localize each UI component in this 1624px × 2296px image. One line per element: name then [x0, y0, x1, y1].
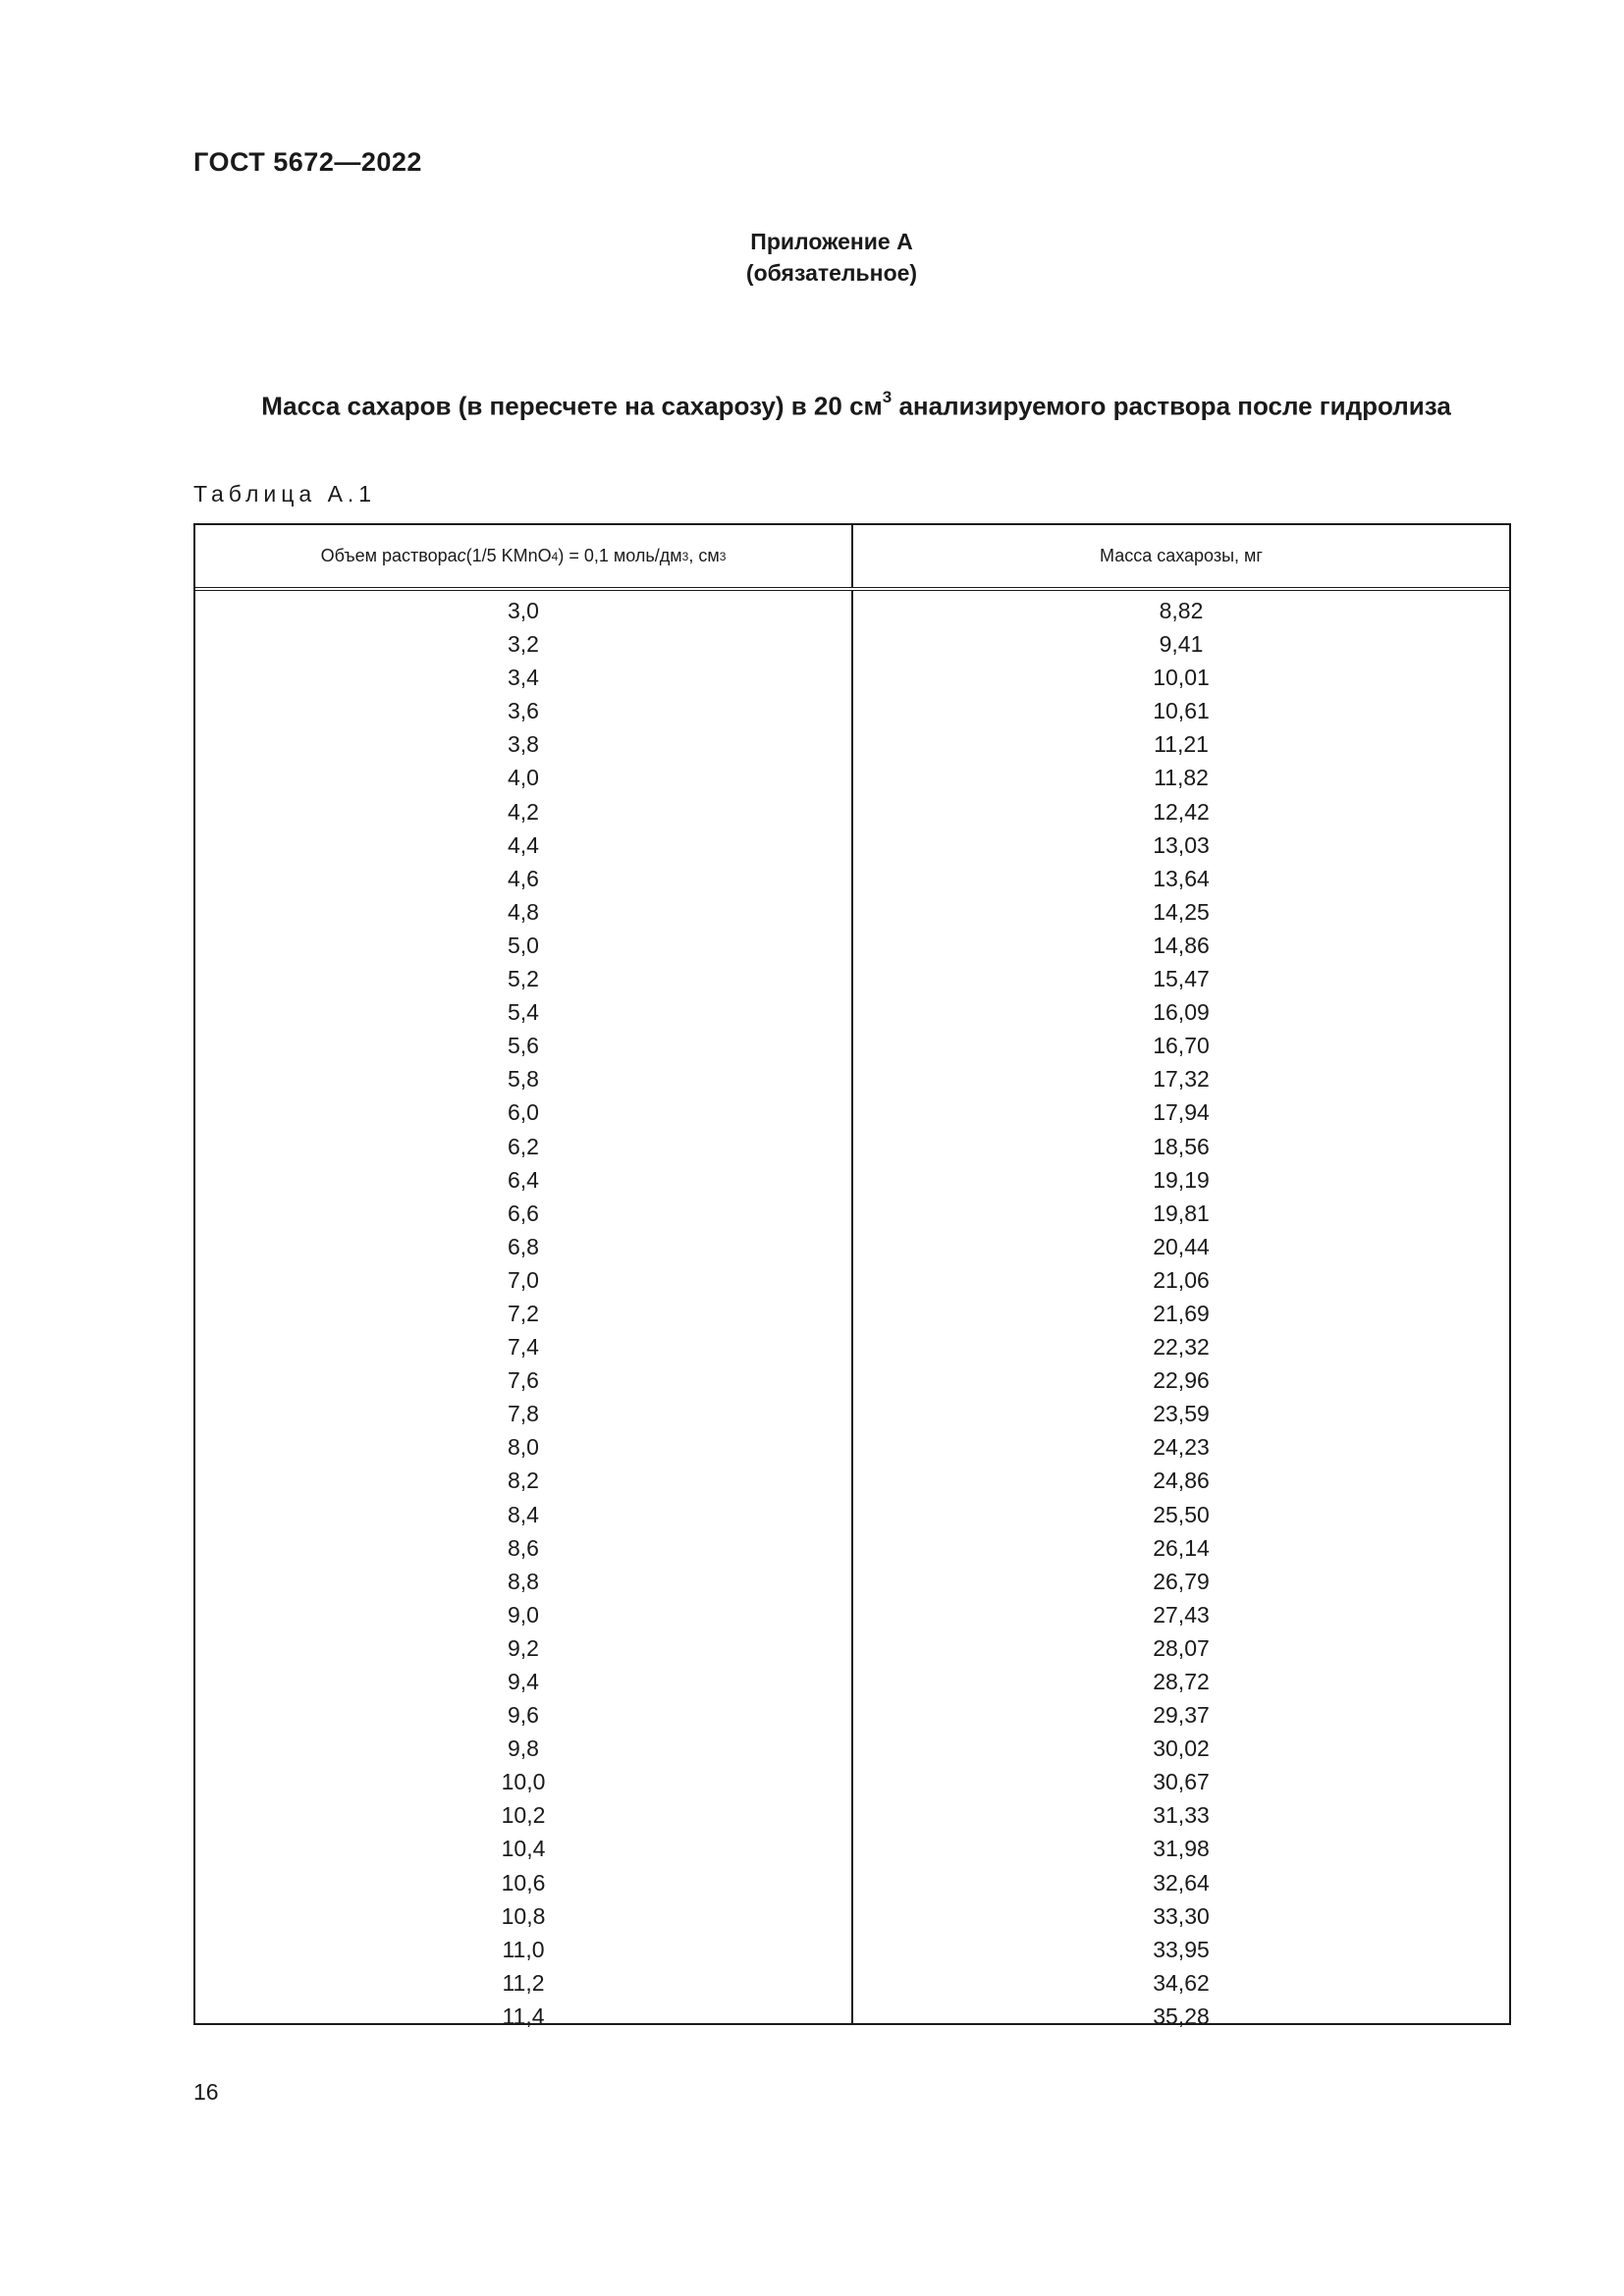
- table-cell-volume: 9,2: [508, 1634, 539, 1661]
- table-cell-volume: 7,8: [508, 1401, 539, 1427]
- table-body: [195, 591, 1509, 2029]
- table-cell-volume: 4,4: [508, 831, 539, 858]
- table-cell-volume: 3,6: [508, 698, 539, 724]
- column-header-mass: Масса сахарозы, мг: [1100, 546, 1263, 565]
- table-cell-volume: 6,4: [508, 1166, 539, 1193]
- appendix-title: Приложение А: [750, 229, 913, 254]
- table-cell-mass: 23,59: [1153, 1401, 1210, 1427]
- document-id: ГОСТ 5672—2022: [193, 147, 422, 177]
- table-cell-volume: 9,8: [508, 1735, 539, 1762]
- table-cell-volume: 4,8: [508, 898, 539, 925]
- table-cell-mass: 35,28: [1153, 2002, 1210, 2029]
- table-cell-volume: 7,0: [508, 1266, 539, 1293]
- table-cell-volume: 4,6: [508, 865, 539, 891]
- table-cell-mass: 24,86: [1153, 1468, 1210, 1494]
- table-cell-mass: 30,67: [1153, 1769, 1210, 1795]
- table-cell-mass: 21,06: [1153, 1266, 1210, 1293]
- table-cell-mass: 30,02: [1153, 1735, 1210, 1762]
- table-cell-mass: 28,72: [1153, 1669, 1210, 1694]
- table-cell-volume: 5,4: [508, 999, 539, 1026]
- appendix-subtitle: (обязательное): [745, 260, 918, 286]
- table-cell-volume: 9,0: [508, 1601, 539, 1628]
- table-cell-mass: 11,82: [1154, 765, 1209, 791]
- table-cell-mass: 14,86: [1153, 932, 1210, 958]
- table-cell-mass: 17,94: [1153, 1099, 1210, 1126]
- table-cell-volume: 6,6: [508, 1200, 539, 1226]
- table-cell-volume: 10,0: [501, 1769, 546, 1795]
- column-header-volume: Объем раствора c (1/5 KMnO 4 ) = 0,1 моль/дм 3 , см 3: [195, 525, 853, 587]
- table-cell-volume: 8,2: [508, 1468, 539, 1494]
- column-mass: [853, 591, 1509, 2029]
- table-cell-volume: 8,8: [508, 1568, 539, 1594]
- table-cell-volume: 5,0: [508, 932, 539, 958]
- table-title: [0, 388, 1624, 422]
- table-cell-mass: 22,96: [1153, 1367, 1210, 1394]
- table-cell-mass: 29,37: [1153, 1702, 1210, 1729]
- table-cell-volume: 11,4: [502, 2002, 545, 2029]
- table-cell-mass: 13,64: [1153, 865, 1210, 891]
- table-label: Таблица А.1: [193, 481, 377, 507]
- table-title-after: анализируемого раствора после гидролиза: [892, 391, 1451, 421]
- table-cell-mass: 17,32: [1153, 1066, 1210, 1093]
- table-cell-volume: 3,2: [508, 631, 539, 658]
- table-cell-volume: 5,2: [508, 966, 539, 992]
- table-cell-volume: 4,2: [508, 798, 539, 825]
- table-cell-mass: 8,82: [1159, 598, 1204, 623]
- table-cell-volume: 8,0: [508, 1434, 539, 1461]
- table-cell-volume: 7,4: [508, 1334, 539, 1361]
- table-cell-volume: 3,4: [508, 665, 539, 691]
- table-cell-volume: 4,0: [508, 765, 539, 791]
- table-cell-mass: 15,47: [1153, 966, 1210, 992]
- page-number: 16: [193, 2079, 219, 2105]
- table-cell-mass: 27,43: [1153, 1601, 1210, 1628]
- table-cell-mass: 31,98: [1153, 1836, 1210, 1862]
- table-cell-volume: 7,6: [508, 1367, 539, 1394]
- table-cell-volume: 10,6: [501, 1869, 546, 1896]
- table-cell-mass: 19,19: [1153, 1166, 1210, 1193]
- table-cell-mass: 20,44: [1153, 1233, 1210, 1259]
- table-cell-mass: 28,07: [1153, 1634, 1210, 1661]
- table-cell-volume: 11,2: [502, 1969, 545, 1996]
- table-title-before: Масса сахаров (в пересчете на сахарозу) в 20 см: [261, 391, 883, 421]
- table-cell-mass: 26,79: [1153, 1568, 1210, 1594]
- table-cell-volume: 5,6: [508, 1033, 539, 1059]
- table-cell-mass: 16,09: [1153, 999, 1210, 1026]
- table-cell-mass: 26,14: [1153, 1534, 1210, 1561]
- table-cell-mass: 25,50: [1153, 1501, 1210, 1527]
- table-cell-mass: 33,95: [1153, 1936, 1210, 1962]
- table-cell-mass: 11,21: [1154, 731, 1209, 758]
- table-cell-volume: 7,2: [508, 1300, 539, 1326]
- table-cell-mass: 12,42: [1153, 798, 1210, 825]
- table-cell-volume: 3,0: [508, 598, 539, 623]
- table-cell-volume: 3,8: [508, 731, 539, 758]
- table-cell-mass: 32,64: [1153, 1869, 1210, 1896]
- table-cell-volume: 8,4: [508, 1501, 539, 1527]
- table-cell-mass: 33,30: [1153, 1902, 1210, 1929]
- table-header-row: [195, 525, 1509, 591]
- table-cell-volume: 9,4: [508, 1669, 539, 1694]
- table-cell-mass: 31,33: [1153, 1802, 1210, 1829]
- table-cell-volume: 8,6: [508, 1534, 539, 1561]
- table-cell-mass: 10,01: [1153, 665, 1210, 691]
- table-cell-mass: 9,41: [1159, 631, 1204, 658]
- table-cell-volume: 9,6: [508, 1702, 539, 1729]
- table-cell-mass: 14,25: [1153, 898, 1210, 925]
- table-cell-mass: 19,81: [1153, 1200, 1210, 1226]
- table-cell-volume: 6,8: [508, 1233, 539, 1259]
- appendix-heading: [0, 226, 1624, 289]
- table-cell-mass: 34,62: [1153, 1969, 1210, 1996]
- column-volume: [195, 591, 853, 2029]
- table-cell-mass: 13,03: [1153, 831, 1210, 858]
- table-title-sup: 3: [882, 388, 893, 406]
- table-cell-mass: 24,23: [1153, 1434, 1210, 1461]
- table-cell-volume: 5,8: [508, 1066, 539, 1093]
- table-cell-volume: 10,8: [501, 1902, 546, 1929]
- table-cell-mass: 22,32: [1153, 1334, 1210, 1361]
- table-cell-mass: 16,70: [1153, 1033, 1210, 1059]
- table-cell-mass: 10,61: [1153, 698, 1210, 724]
- table-cell-volume: 11,0: [502, 1936, 545, 1962]
- table-cell-volume: 10,4: [501, 1836, 546, 1862]
- table-cell-volume: 6,0: [508, 1099, 539, 1126]
- table-cell-mass: 21,69: [1153, 1300, 1210, 1326]
- table-cell-volume: 6,2: [508, 1133, 539, 1159]
- table-cell-volume: 10,2: [501, 1802, 546, 1829]
- table-cell-mass: 18,56: [1153, 1133, 1210, 1159]
- data-table: [193, 523, 1511, 2029]
